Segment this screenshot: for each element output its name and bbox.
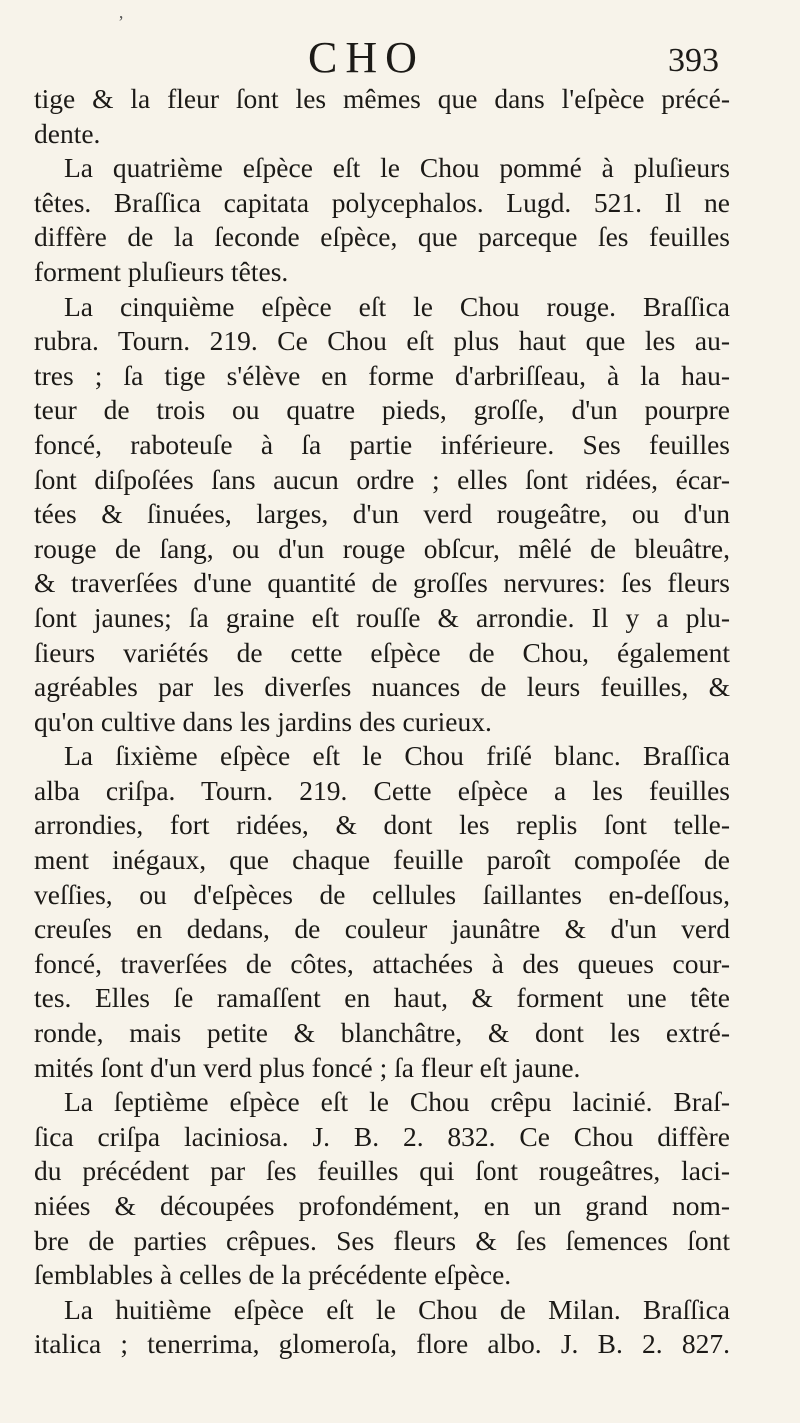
text-line: têtes. Braſſica capitata polycephalos. Lugd. 521. Il ne — [34, 186, 730, 218]
text-line: foncé, raboteuſe à ſa partie inférieure. Ses feuilles — [34, 428, 730, 460]
text-line: ſica criſpa laciniosa. J. B. 2. 832. Ce Chou diffère — [34, 1120, 730, 1152]
text-line: alba criſpa. Tourn. 219. Cette eſpèce a les feuilles — [34, 774, 730, 806]
text-line: diffère de la ſeconde eſpèce, que parceque ſes feuilles — [34, 221, 730, 253]
text-line: bre de parties crêpues. Ses fleurs & ſes ſemences ſont — [34, 1224, 730, 1256]
text-line: rubra. Tourn. 219. Ce Chou eſt plus haut que les au- — [34, 325, 730, 357]
text-line: La huitième eſpèce eſt le Chou de Milan. Braſſica — [64, 1293, 730, 1325]
text-line: arrondies, fort ridées, & dont les replis ſont telle- — [34, 809, 730, 841]
text-line: ronde, mais petite & blanchâtre, & dont les extré- — [34, 1017, 730, 1049]
text-line: agréables par les diverſes nuances de leurs feuilles, & — [34, 671, 730, 703]
text-line: tige & la fleur ſont les mêmes que dans l'eſpèce précé- — [34, 83, 730, 114]
text-line: tres ; ſa tige s'élève en forme d'arbriſſeau, à la hau- — [34, 359, 730, 391]
text-line: du précédent par ſes feuilles qui ſont rougeâtres, laci- — [34, 1155, 730, 1187]
text-line: ſont jaunes; ſa graine eſt rouſſe & arrondie. Il y a plu- — [34, 601, 730, 633]
running-title: CHO — [308, 33, 425, 82]
text-line: italica ; tenerrima, glomeroſa, flore albo. J. B. 2. 827. — [34, 1328, 730, 1360]
text-line: ſont diſpoſées ſans aucun ordre ; elles ſont ridées, écar- — [34, 463, 730, 495]
body-text — [34, 82, 730, 1362]
text-line: creuſes en dedans, de couleur jaunâtre & d'un verd — [34, 913, 730, 945]
text-line: La cinquième eſpèce eſt le Chou rouge. Braſſica — [64, 290, 730, 322]
text-line: La quatrième eſpèce eſt le Chou pommé à pluſieurs — [64, 152, 730, 184]
text-line: veſſies, ou d'eſpèces de cellules ſaillantes en-deſſous, — [34, 878, 730, 910]
text-line: tées & ſinuées, larges, d'un verd rougeâtre, ou d'un — [34, 498, 730, 530]
text-line: forment pluſieurs têtes. — [34, 255, 289, 287]
text-line: dente. — [34, 117, 101, 149]
stray-mark: ʼ — [118, 12, 124, 32]
text-line: mités ſont d'un verd plus foncé ; ſa fleur eſt jaune. — [34, 1051, 581, 1083]
text-line: qu'on cultive dans les jardins des curieux. — [34, 705, 492, 737]
text-line: tes. Elles ſe ramaſſent en haut, & forment une tête — [34, 982, 730, 1014]
text-line: ſemblables à celles de la précédente eſpèce. — [34, 1259, 512, 1291]
page-number: 393 — [668, 42, 719, 79]
text-line: La ſixième eſpèce eſt le Chou friſé blanc. Braſſica — [64, 740, 730, 772]
text-line: ment inégaux, que chaque feuille paroît compoſée de — [34, 844, 730, 876]
text-line: ſieurs variétés de cette eſpèce de Chou, également — [34, 636, 730, 668]
text-line: niées & découpées profondément, en un grand nom- — [34, 1190, 730, 1221]
text-line: & traverſées d'une quantité de groſſes nervures: ſes fleurs — [34, 567, 730, 599]
running-head — [0, 30, 800, 80]
text-line: foncé, traverſées de côtes, attachées à des queues cour- — [34, 947, 730, 979]
text-line: La ſeptième eſpèce eſt le Chou crêpu lacinié. Braſ- — [64, 1086, 730, 1118]
text-line: rouge de ſang, ou d'un rouge obſcur, mêlé de bleuâtre, — [34, 532, 730, 564]
text-line: teur de trois ou quatre pieds, groſſe, d'un pourpre — [34, 394, 730, 426]
